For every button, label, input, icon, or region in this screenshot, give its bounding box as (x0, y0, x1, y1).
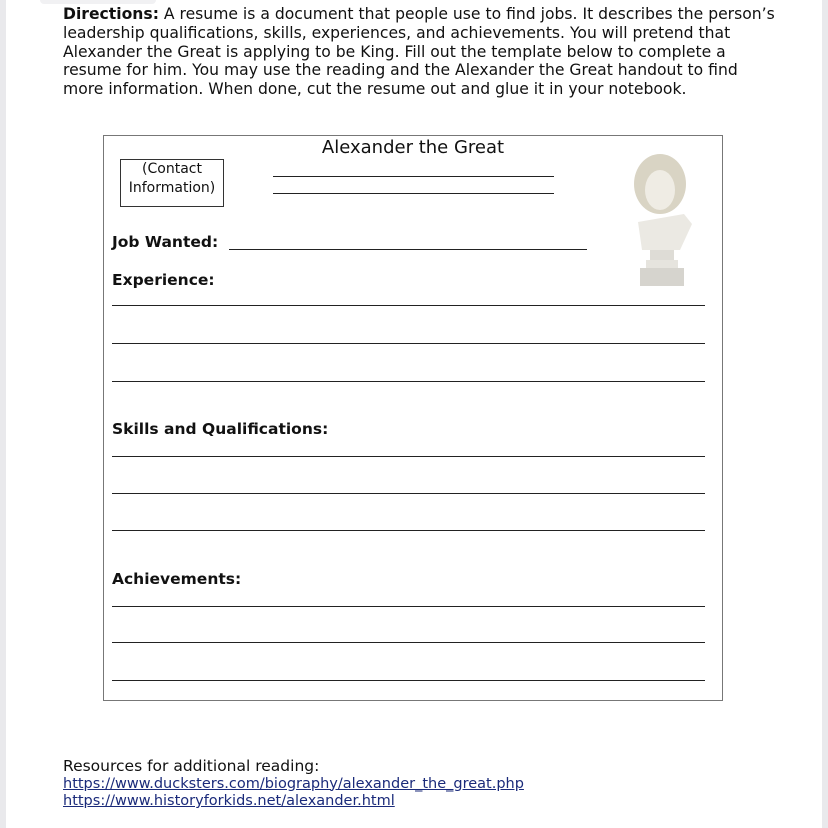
right-scrollbar[interactable] (822, 0, 828, 828)
resources-heading: Resources for additional reading: (63, 757, 320, 775)
directions-text: A resume is a document that people use to find jobs. It describes the person’s leadership qualifications, skills, experiences, and achievements. You will pretend that Alexander the Great is applying to be King. Fill out the template below to complete a resume for him. You may use the reading and the Alexander the Great handout to find more information. When done, cut the resume out and glue it in your notebook. (63, 5, 775, 99)
resume-template (103, 135, 723, 701)
skills-blank[interactable] (112, 530, 705, 531)
experience-blank[interactable] (112, 381, 705, 382)
left-margin (0, 0, 6, 828)
skills-blank[interactable] (112, 456, 705, 457)
historyforkids-link[interactable]: https://www.historyforkids.net/alexander.html (63, 793, 395, 809)
contact-info-box (120, 159, 224, 207)
experience-blank[interactable] (112, 305, 705, 306)
job-wanted-blank[interactable] (229, 249, 587, 250)
resources-section (63, 758, 524, 811)
achievements-blank[interactable] (112, 606, 705, 607)
contact-blank-1[interactable] (273, 176, 554, 177)
achievements-blank[interactable] (112, 680, 705, 681)
resume-name: Alexander the Great (321, 137, 505, 158)
contact-line1: (Contact (142, 161, 202, 177)
achievements-label: Achievements: (112, 570, 242, 588)
skills-label: Skills and Qualifications: (112, 420, 329, 438)
notification-overlay (40, 0, 156, 4)
alexander-bust-image (624, 152, 700, 288)
achievements-blank[interactable] (112, 642, 705, 643)
skills-blank[interactable] (112, 493, 705, 494)
contact-blank-2[interactable] (273, 193, 554, 194)
ducksters-link[interactable]: https://www.ducksters.com/biography/alexander_the_great.php (63, 775, 524, 792)
job-wanted-label: Job Wanted: (112, 233, 219, 251)
experience-blank[interactable] (112, 343, 705, 344)
directions-paragraph (63, 5, 783, 99)
experience-label: Experience: (112, 271, 215, 289)
directions-label: Directions: (63, 5, 159, 23)
contact-line2: Information) (128, 180, 216, 196)
